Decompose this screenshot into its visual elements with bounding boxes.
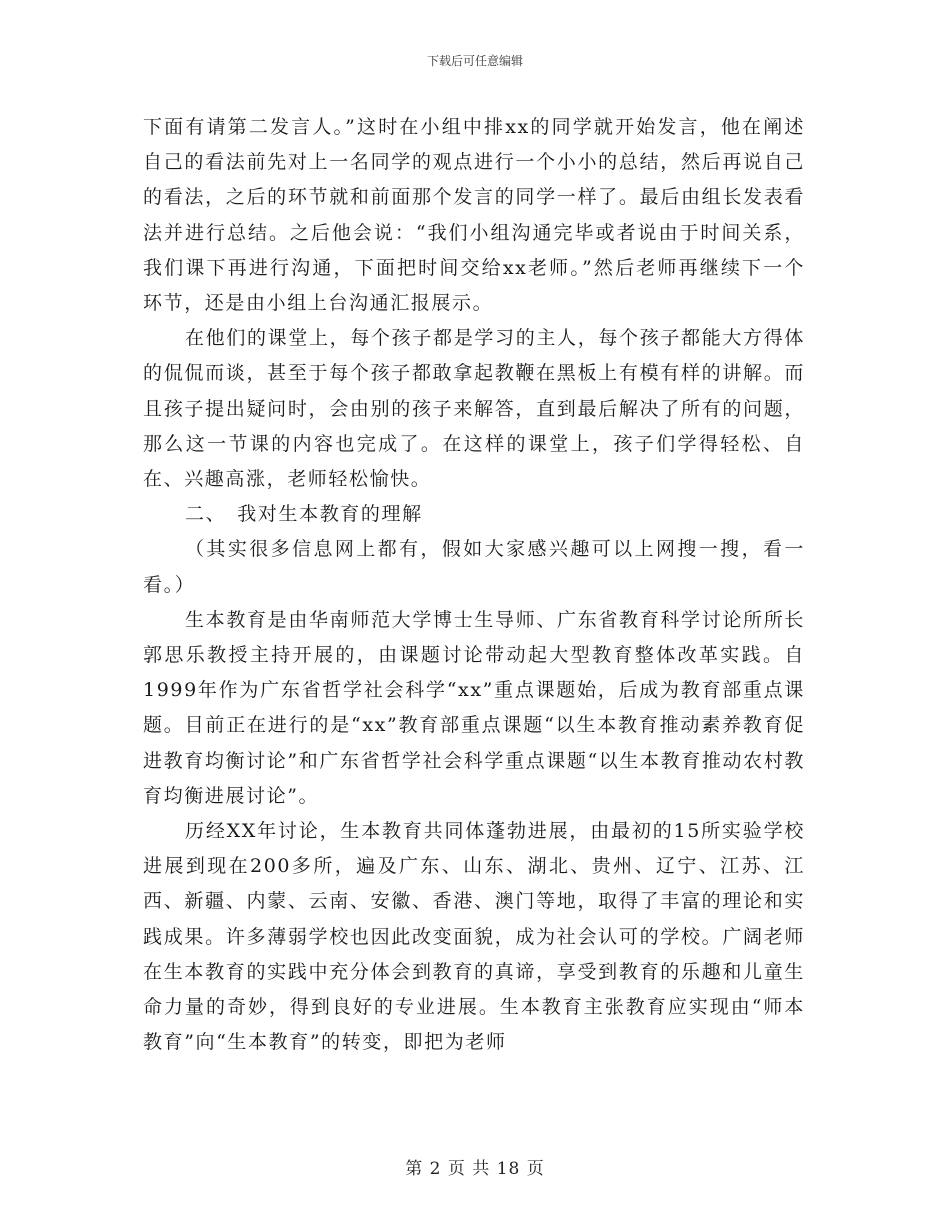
paragraph-2: 在他们的课堂上，每个孩子都是学习的主人，每个孩子都能大方得体的侃侃而谈，甚至于每个孩子都敢拿起教鞭在黑板上有模有样的讲解。而且孩子提出疑问时，会由别的孩子来解答，直到最后解决了所有的问题，那么这一节课的内容也完成了。在这样的课堂上，孩子们学得轻松、自在、兴趣高涨，老师轻松愉快。 (143, 327, 805, 491)
section-heading: 二、 我对生本教育的理解 (185, 503, 423, 526)
page-footer: 第 2 页 共 18 页 (405, 1159, 545, 1179)
page-header: 下载后可任意编辑 (426, 54, 523, 68)
paragraph-3: 生本教育是由华南师范大学博士生导师、广东省教育科学讨论所所长郭思乐教授主持开展的，由课题讨论带动起大型教育整体改革实践。自1999年作为广东省哲学社会科学“xx”重点课题始，后成为教育部重点课题。目前正在进行的是“xx”教育部重点课题“以生本教育推动素养教育促进教育均衡讨论”和广东省哲学社会科学重点课题“以生本教育推动农村教育均衡进展讨论”。 (143, 608, 805, 807)
paragraph-note: （其实很多信息网上都有，假如大家感兴趣可以上网搜一搜，看一看。） (143, 538, 805, 596)
document-body (143, 110, 805, 1060)
paragraph-4: 历经XX年讨论，生本教育共同体蓬勃进展，由最初的15所实验学校进展到现在200多所，遍及广东、山东、湖北、贵州、辽宁、江苏、江西、新疆、内蒙、云南、安徽、香港、澳门等地，取得了丰富的理论和实践成果。许多薄弱学校也因此改变面貌，成为社会认可的学校。广阔老师在生本教育的实践中充分体会到教育的真谛，享受到教育的乐趣和儿童生命力量的奇妙，得到良好的专业进展。生本教育主张教育应实现由“师本教育”向“生本教育”的转变，即把为老师 (143, 820, 805, 1054)
paragraph-1: 下面有请第二发言人。”这时在小组中排xx的同学就开始发言，他在阐述自己的看法前先对上一名同学的观点进行一个小小的总结，然后再说自己的看法，之后的环节就和前面那个发言的同学一样了。最后由组长发表看法并进行总结。之后他会说：“我们小组沟通完毕或者说由于时间关系，我们课下再进行沟通，下面把时间交给xx老师。”然后老师再继续下一个环节，还是由小组上台沟通汇报展示。 (143, 116, 805, 315)
